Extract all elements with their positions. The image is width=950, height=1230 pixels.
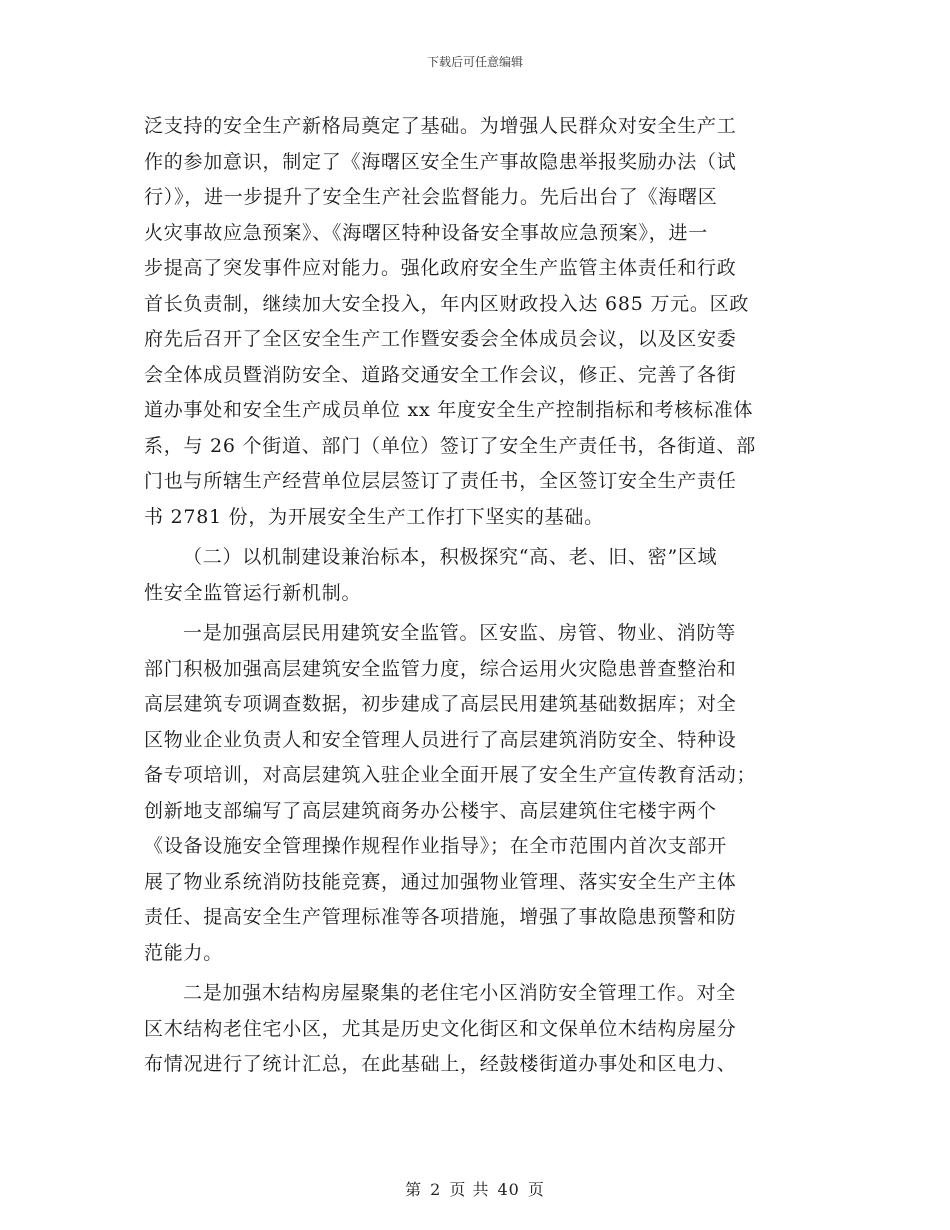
text-line: 行）》，进一步提升了安全生产社会监督能力。先后出台了《海曙区 xyxy=(144,186,718,208)
page-number: 2 xyxy=(430,1180,442,1199)
text-line: 责任、提高安全生产管理标准等各项措施，增强了事故隐患预警和防 xyxy=(144,906,737,928)
text-line: 区木结构老住宅小区，尤其是历史文化街区和文保单位木结构房屋分 xyxy=(144,1017,737,1040)
paragraph-4 xyxy=(144,976,808,1083)
text-line: 展了物业系统消防技能竞赛，通过加强物业管理、落实安全生产主体 xyxy=(144,870,737,893)
text-line: 部门积极加强高层建筑安全监管力度，综合运用火灾隐患普查整治和 xyxy=(144,657,737,680)
page-total: 40 xyxy=(497,1180,520,1199)
paragraph-1 xyxy=(144,109,808,535)
footer-suffix: 页 xyxy=(527,1180,545,1199)
text-line: 《设备设施安全管理操作规程作业指导》；在全市范围内首次支部开 xyxy=(144,835,728,857)
text-line: 备专项培训，对高层建筑入驻企业全面开展了安全生产宣传教育活动； xyxy=(144,764,757,786)
text-line: 府先后召开了全区安全生产工作暨安委会全体成员会议，以及区安委 xyxy=(144,328,737,350)
text-line: 布情况进行了统计汇总，在此基础上，经鼓楼街道办事处和区电力、 xyxy=(144,1053,737,1075)
footer-prefix: 第 xyxy=(405,1180,423,1199)
text-line: 高层建筑专项调查数据，初步建成了高层民用建筑基础数据库；对全 xyxy=(144,693,737,715)
document-body xyxy=(144,109,808,1083)
text-line: 门也与所辖生产经营单位层层签订了责任书，全区签订安全生产责任 xyxy=(144,470,737,492)
text-line: 作的参加意识，制定了《海曙区安全生产事故隐患举报奖励办法（试 xyxy=(144,150,737,173)
text-line: 系，与 26 个街道、部门（单位）签订了安全生产责任书，各街道、部 xyxy=(144,434,757,457)
section-heading-line: 性安全监管运行新机制。 xyxy=(144,581,362,604)
text-line: 二是加强木结构房屋聚集的老住宅小区消防安全管理工作。对全 xyxy=(183,982,737,1004)
text-line: 一是加强高层民用建筑安全监管。区安监、房管、物业、消防等 xyxy=(183,622,737,644)
text-line: 火灾事故应急预案》、《海曙区特种设备安全事故应急预案》，进一 xyxy=(144,221,709,244)
footer-mid: 页 共 xyxy=(449,1180,490,1199)
text-line: 范能力。 xyxy=(144,941,224,964)
text-line: 区物业企业负责人和安全管理人员进行了高层建筑消防安全、特种设 xyxy=(144,728,737,751)
text-line: 道办事处和安全生产成员单位 xx 年度安全生产控制指标和考核标准体 xyxy=(144,399,754,421)
text-line: 步提高了突发事件应对能力。强化政府安全生产监管主体责任和行政 xyxy=(144,257,737,279)
paragraph-3 xyxy=(144,616,808,971)
text-line: 创新地支部编写了高层建筑商务办公楼宇、高层建筑住宅楼宇两个 xyxy=(144,799,717,822)
page-header: 下载后可任意编辑 xyxy=(426,55,523,69)
text-line: 首长负责制，继续加大安全投入，年内区财政投入达 685 万元。区政 xyxy=(144,292,750,315)
section-heading-line: （二）以机制建设兼治标本，积极探究“高、老、旧、密”区域 xyxy=(183,546,718,568)
text-line: 书 2781 份，为开展安全生产工作打下坚实的基础。 xyxy=(144,505,604,528)
paragraph-2 xyxy=(144,540,808,611)
text-line: 会全体成员暨消防安全、道路交通安全工作会议，修正、完善了各街 xyxy=(144,363,737,386)
text-line: 泛支持的安全生产新格局奠定了基础。为增强人民群众对安全生产工 xyxy=(144,115,737,137)
page-footer xyxy=(0,1177,950,1200)
